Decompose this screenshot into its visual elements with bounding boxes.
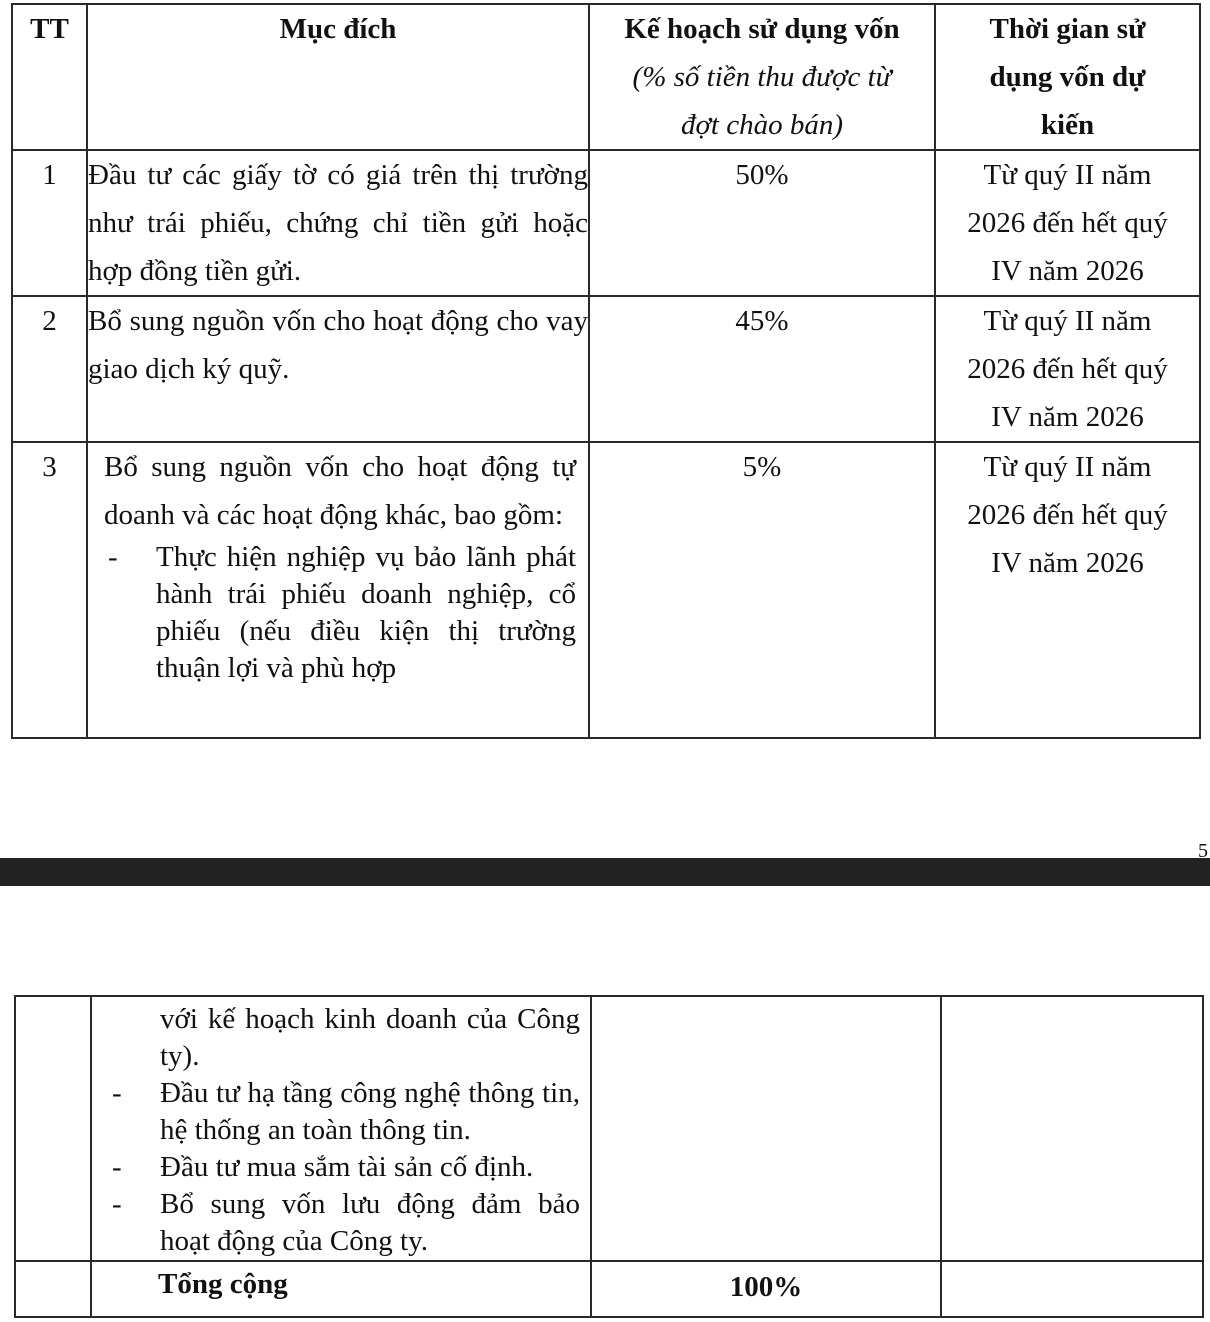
header-plan-subtitle: (% số tiền thu được từ đợt chào bán) <box>632 61 892 141</box>
bullet-list <box>108 1075 580 1260</box>
list-item: - Đầu tư hạ tầng công nghệ thông tin, hệ thống an toàn thông tin. <box>112 1077 580 1146</box>
capital-use-table-continued <box>14 995 1204 1318</box>
row-number: 1 <box>12 150 87 296</box>
row-number: 2 <box>12 296 87 442</box>
table-row <box>12 296 1200 442</box>
page-break-bar <box>0 858 1210 886</box>
row-percent: 45% <box>589 296 935 442</box>
row-number <box>15 996 91 1261</box>
total-percent: 100% <box>591 1261 941 1317</box>
bullet-dash: - <box>108 541 118 573</box>
list-item: - Thực hiện nghiệp vụ bảo lãnh phát hành trái phiếu doanh nghiệp, cổ phiếu (nếu điều kiện thị trường thuận lợi và phù hợp <box>108 541 576 684</box>
row-percent: 5% <box>589 442 935 738</box>
total-label: Tổng cộng <box>91 1261 591 1317</box>
page-number: 5 <box>1198 840 1208 862</box>
row-purpose: Đầu tư các giấy tờ có giá trên thị trường như trái phiếu, chứng chỉ tiền gửi hoặc hợp đồng tiền gửi. <box>87 150 589 296</box>
row-purpose-cell <box>91 996 591 1261</box>
row-purpose: Bổ sung nguồn vốn cho hoạt động cho vay giao dịch ký quỹ. <box>87 296 589 442</box>
row-purpose-cell <box>87 442 589 738</box>
row-time <box>941 996 1203 1261</box>
table-row <box>15 996 1203 1261</box>
total-row <box>15 1261 1203 1317</box>
row-time: Từ quý II năm 2026 đến hết quý IV năm 2026 <box>935 296 1200 442</box>
list-item: - Đầu tư mua sắm tài sản cố định. <box>112 1151 534 1183</box>
total-time <box>941 1261 1203 1317</box>
bullet-list <box>104 539 576 687</box>
row-purpose: Bổ sung nguồn vốn cho hoạt động tự doanh và các hoạt động khác, bao gồm: <box>104 451 576 531</box>
row-time: Từ quý II năm 2026 đến hết quý IV năm 2026 <box>935 150 1200 296</box>
total-tt <box>15 1261 91 1317</box>
header-tt: TT <box>12 4 87 150</box>
capital-use-table <box>11 3 1201 739</box>
row-time: Từ quý II năm 2026 đến hết quý IV năm 2026 <box>935 442 1200 738</box>
bullet-continuation: với kế hoạch kinh doanh của Công ty). <box>160 1003 580 1072</box>
table-row <box>12 150 1200 296</box>
header-time: Thời gian sử dụng vốn dự kiến <box>935 4 1200 150</box>
table-row <box>12 442 1200 738</box>
header-purpose: Mục đích <box>87 4 589 150</box>
row-number: 3 <box>12 442 87 738</box>
row-percent: 50% <box>589 150 935 296</box>
row-percent <box>591 996 941 1261</box>
header-plan: Kế hoạch sử dụng vốn (% số tiền thu được từ đợt chào bán) <box>589 4 935 150</box>
list-item: - Bổ sung vốn lưu động đảm bảo hoạt động của Công ty. <box>112 1188 580 1257</box>
table-header-row <box>12 4 1200 150</box>
